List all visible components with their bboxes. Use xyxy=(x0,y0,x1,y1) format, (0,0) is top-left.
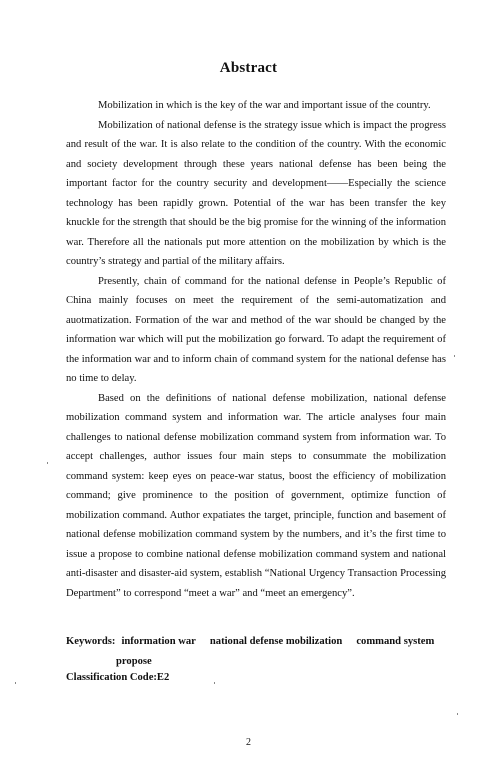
scan-speck xyxy=(47,462,48,464)
paragraph: Presently, chain of command for the national defense in People’s Republic of China mainly focuses on meet the requirement of the semi-automatization and auotmatization. Formation of the war and method of the war should be changed by the information war which will put the mobilization go forward. To adapt the requirement of the information war and to inform chain of command system for the national defense has no time to delay. xyxy=(66,275,446,384)
keywords-line xyxy=(66,632,446,652)
paragraph: Mobilization of national defense is the strategy issue which is impact the progress and result of the war. It is also relate to the condition of the country. With the economic and society development through these years national defense has been being the important factor for the country security and development——Especially the science technology has been rapidly grown. Potential of the war has been transfer the key knuckle for the strength that should be the big promise for the winning of the information war. Therefore all the nationals put more attention on the mobilization by which is the country’s strategy and partial of the military affairs. xyxy=(66,119,446,267)
keyword-item: national defense mobilization xyxy=(209,636,343,647)
paragraph: Mobilization in which is the key of the war and important issue of the country. xyxy=(98,100,431,111)
abstract-title: Abstract xyxy=(219,60,278,76)
keywords-label: Keywords: xyxy=(66,636,116,647)
keywords-section xyxy=(66,632,446,672)
scan-speck xyxy=(454,355,455,357)
abstract-body xyxy=(66,96,446,603)
classification-code: Classification Code:E2 xyxy=(66,672,170,683)
keyword-item: information war xyxy=(121,636,196,647)
scan-speck xyxy=(457,713,458,715)
page-number: 2 xyxy=(246,737,251,748)
keyword-item: command system xyxy=(356,636,435,647)
scan-speck xyxy=(214,682,215,684)
keywords-line xyxy=(66,652,446,672)
paragraph: Based on the definitions of national defense mobilization, national defense mobilization command system and information war. The article analyses four main challenges to national defense mobilization command system from information war. To accept challenges, author issues four main steps to consummate the mobilization command system: keep eyes on peace-war status, boost the efficiency of mobilization command; give prominence to the position of government, optimize function of mobilization command. Author expatiates the target, principle, function and basement of national defense mobilization command system by the numbers, and it’s the first time to issue a propose to combine national defense mobilization command system and national anti-disaster and disaster-aid system, establish “National Urgency Transaction Processing Department” to correspond “meet a war” and “meet an emergency”. xyxy=(66,392,446,599)
scan-speck xyxy=(15,682,16,684)
keyword-item: propose xyxy=(116,656,152,667)
